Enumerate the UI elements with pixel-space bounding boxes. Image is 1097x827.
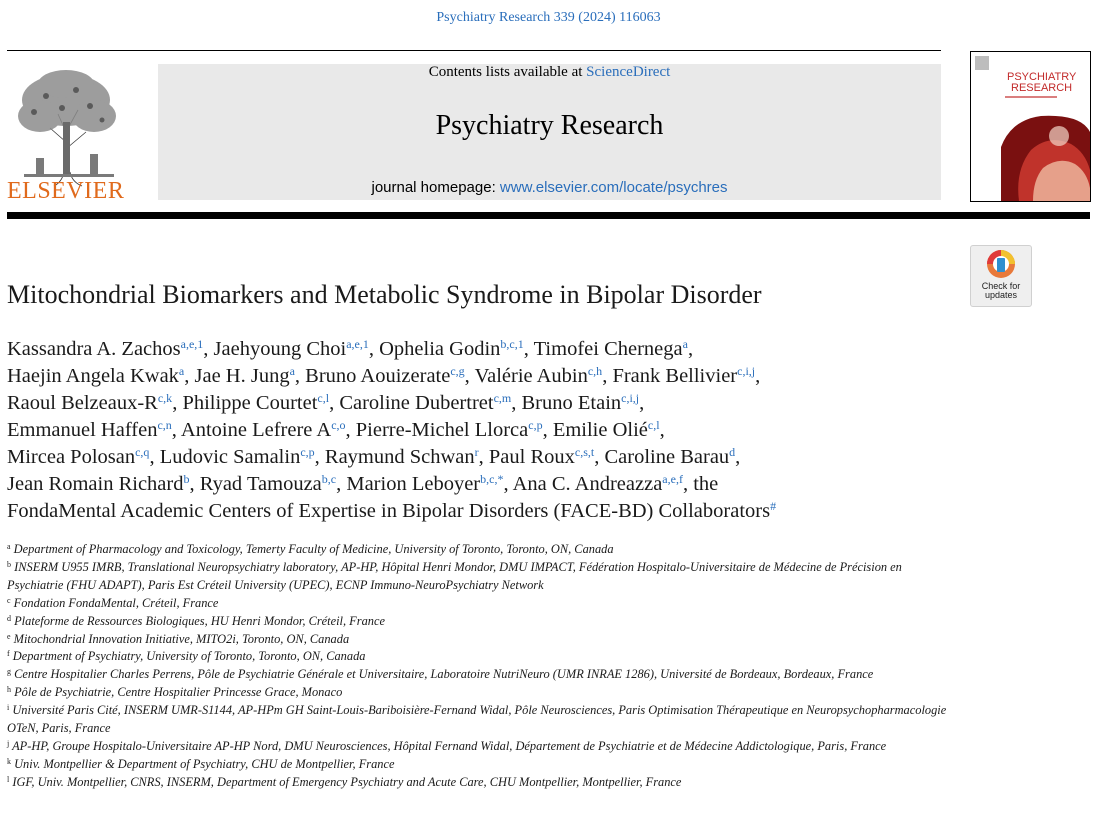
author-name[interactable]: Bruno Etain — [521, 392, 622, 414]
author-name[interactable]: Mircea Polosan — [7, 446, 136, 468]
author-name[interactable]: Ophelia Godin — [379, 338, 501, 360]
journal-citation[interactable]: Psychiatry Research 339 (2024) 116063 — [436, 10, 661, 25]
author-affiliation-marks[interactable]: c,m — [493, 391, 512, 405]
author-affiliation-marks[interactable]: c,p — [528, 418, 543, 432]
author-name[interactable]: Ludovic Samalin — [159, 446, 301, 468]
author-affiliation-marks[interactable]: c,q — [135, 445, 150, 459]
author-name[interactable]: Philippe Courtet — [182, 392, 318, 414]
author-affiliation-marks[interactable]: b,c,1 — [500, 337, 524, 351]
affiliation-item: $^l$ IGF, Univ. Montpellier, CNRS, INSERM, Department of Emergency Psychiatry and Acute Care, CHU Montpellier, Montpellier, France — [7, 774, 682, 789]
homepage-prefix: journal homepage: — [371, 179, 500, 196]
cover-title-line1: PSYCHIATRY — [1007, 71, 1077, 83]
cover-title-line2: RESEARCH — [1011, 82, 1073, 94]
contents-prefix: Contents lists available at — [428, 64, 587, 80]
author-affiliation-marks[interactable]: a — [289, 364, 295, 378]
cover-artwork — [971, 52, 1090, 201]
author-name[interactable]: Kassandra A. Zachos — [7, 338, 181, 360]
affiliation-item: $^g$ Centre Hospitalier Charles Perrens, Pôle de Psychiatrie Générale et Universitaire, Laboratoire NutriNeuro (UMR INRAE 1286), Université de Bordeaux, Bordeaux, France — [7, 667, 874, 682]
author-name[interactable]: Antoine Lefrere A — [180, 419, 332, 441]
author-affiliation-marks[interactable]: a,e,1 — [180, 337, 204, 351]
author-name[interactable]: Jean Romain Richard — [7, 473, 184, 495]
author-affiliation-marks[interactable]: b,c — [321, 472, 337, 486]
author-name[interactable]: Paul Roux — [488, 446, 575, 468]
author-name[interactable]: Pierre-Michel Llorca — [355, 419, 529, 441]
author-affiliation-marks[interactable]: c,n — [157, 418, 172, 432]
article-title: Mitochondrial Biomarkers and Metabolic Syndrome in Bipolar Disorder — [7, 280, 762, 309]
author-name[interactable]: Ana C. Andreazza — [512, 473, 663, 495]
affiliation-item: $^e$ Mitochondrial Innovation Initiative, MITO2i, Toronto, ON, Canada — [7, 631, 350, 646]
affiliation-list — [7, 541, 957, 792]
affiliation-item: $^d$ Plateforme de Ressources Biologiques, HU Henri Mondor, Créteil, France — [7, 613, 385, 628]
affiliation-item: $^b$ INSERM U955 IMRB, Translational Neuropsychiatry laboratory, AP-HP, Hôpital Henri Mondor, DMU IMPACT, Fédération Hospitalo-Universitaire de Médecine de Précision en Psychiatrie (FHU ADAPT), Paris Est Créteil University (UPEC), ECNP Immuno-NeuroPsychiatry Network — [7, 559, 902, 592]
affiliation-item: $^j$ AP-HP, Groupe Hospitalo-Universitaire AP-HP Nord, DMU Neurosciences, Hôpital Fernand Widal, Département de Psychiatrie et de Médecine Addictologique, Paris, France — [7, 738, 887, 753]
journal-cover-thumbnail[interactable] — [970, 51, 1091, 202]
author-name[interactable]: Caroline Barau — [604, 446, 730, 468]
homepage-link[interactable]: www.elsevier.com/locate/psychres — [499, 179, 728, 196]
author-affiliation-marks[interactable]: c,h — [587, 364, 603, 378]
author-list: Kassandra A. Zachos$^{a,e,1}$, Jaehyoung Choi$^{a,e,1}$, Ophelia Godin$^{b,c,1}$, Timofei Chernega$^a$, Haejin Angela Kwak$^a$, Jae H. Jung$^a$, Bruno Aouizerate$^{c,g}$, Valérie Aubin$^{c,h}$, Frank Bellivier$^{c,i,j}$, Raoul Belzeaux-$R^{c,k}$, Philippe Courtet$^{c,l}$, Caroline Dubertret$^{c,m}$, Bruno Etain$^{c,i,j}$, Emmanuel Haffen$^{c,n}$, Antoine Lefrere A$^{c,o}$, Pierre-Michel Llorca$^{c,p}$, Emilie Olié$^{c,l}$, Mircea Polosan$^{c,q}$, Ludovic Samalin$^{c,p}$, Raymund Schwan$^r$, Paul Roux$^{c,s,t}$, Caroline Barau$^d$, Jean Romain Richard$^b$, Ryad Tamouza$^{b,c}$, Marion Leboyer$^{b,c,*}$, Ana C. Andreazza$^{a,e,f}$, the FondaMental Academic Centers of Expertise in Bipolar Disorders (FACE-BD) Collaborators# — [7, 337, 777, 522]
publisher-wordmark[interactable]: ELSEVIER — [7, 178, 125, 204]
author-affiliation-marks[interactable]: d — [729, 445, 736, 459]
author-affiliation-marks[interactable]: b,c,* — [480, 472, 504, 486]
header-bottom-bar — [7, 212, 1090, 219]
author-name[interactable]: Raymund Schwan — [324, 446, 475, 468]
author-affiliation-marks[interactable]: b — [183, 472, 190, 486]
author-name[interactable]: Valérie Aubin — [474, 365, 588, 387]
author-affiliation-marks[interactable]: a,e,1 — [346, 337, 369, 351]
author-name[interactable]: Jaehyoung Choi — [213, 338, 347, 360]
author-affiliation-marks[interactable]: c,o — [331, 418, 346, 432]
check-for-updates-badge[interactable] — [970, 245, 1032, 307]
author-affiliation-marks[interactable]: # — [770, 499, 777, 513]
affiliation-item: $^i$ Université Paris Cité, INSERM UMR-S1144, AP-HPm GH Saint-Louis-Bariboisière-Fernand Widal, Pôle Neurosciences, Paris Optimisation Thérapeutique en Neuropsychopharmacologie OTeN, Paris, France — [7, 703, 947, 736]
author-name[interactable]: Haejin Angela Kwak — [7, 365, 179, 387]
affiliation-item: $^f$ Department of Psychiatry, University of Toronto, Toronto, ON, Canada — [7, 649, 366, 664]
author-affiliation-marks[interactable]: c,p — [300, 445, 315, 459]
homepage-line — [158, 179, 941, 196]
author-name[interactable]: Ryad Tamouza — [199, 473, 322, 495]
author-affiliation-marks[interactable]: c,g — [450, 364, 465, 378]
check-updates-label: Check for updates — [981, 281, 1021, 300]
affiliation-item: $^a$ Department of Pharmacology and Toxicology, Temerty Faculty of Medicine, University of Toronto, Toronto, ON, Canada — [7, 542, 614, 556]
cover-publisher-icon — [975, 56, 989, 70]
author-affiliation-marks[interactable]: c,l — [647, 418, 660, 432]
check-updates-icon — [971, 246, 1031, 282]
author-name[interactable]: Raoul Belzeaux-R — [7, 392, 158, 414]
sciencedirect-link[interactable]: ScienceDirect — [586, 64, 671, 80]
collaborators-group[interactable]: FondaMental Academic Centers of Expertise in Bipolar Disorders (FACE-BD) Collaborators — [7, 500, 771, 522]
journal-title: Psychiatry Research — [435, 110, 664, 141]
author-name[interactable]: Jae H. Jung — [194, 365, 290, 387]
author-affiliation-marks[interactable]: c,k — [157, 391, 173, 405]
author-name[interactable]: Frank Bellivier — [612, 365, 738, 387]
contents-line — [158, 64, 941, 81]
author-name[interactable]: Timofei Chernega — [533, 338, 683, 360]
author-affiliation-marks[interactable]: a,e,f — [662, 472, 683, 486]
author-affiliation-marks[interactable]: c,l — [317, 391, 330, 405]
journal-banner — [158, 64, 941, 200]
affiliation-item: $^c$ Fondation FondaMental, Créteil, France — [7, 595, 219, 610]
author-name[interactable]: Marion Leboyer — [346, 473, 481, 495]
author-name[interactable]: Emmanuel Haffen — [7, 419, 158, 441]
author-affiliation-marks[interactable]: a — [682, 337, 688, 351]
author-affiliation-marks[interactable]: c,s,t — [574, 445, 595, 459]
affiliation-item: $^k$ Univ. Montpellier & Department of Psychiatry, CHU de Montpellier, France — [7, 756, 395, 771]
author-affiliation-marks[interactable]: a — [178, 364, 185, 378]
author-name[interactable]: Emilie Olié — [552, 419, 648, 441]
author-affiliation-marks[interactable]: r — [474, 445, 479, 459]
affiliation-item: $^h$ Pôle de Psychiatrie, Centre Hospitalier Princesse Grace, Monaco — [7, 685, 343, 700]
author-name[interactable]: Bruno Aouizerate — [305, 365, 451, 387]
author-affiliation-marks[interactable]: c,i,j — [621, 391, 640, 405]
header-divider — [7, 50, 941, 51]
author-name[interactable]: Caroline Dubertret — [339, 392, 494, 414]
author-affiliation-marks[interactable]: c,i,j — [737, 364, 756, 378]
